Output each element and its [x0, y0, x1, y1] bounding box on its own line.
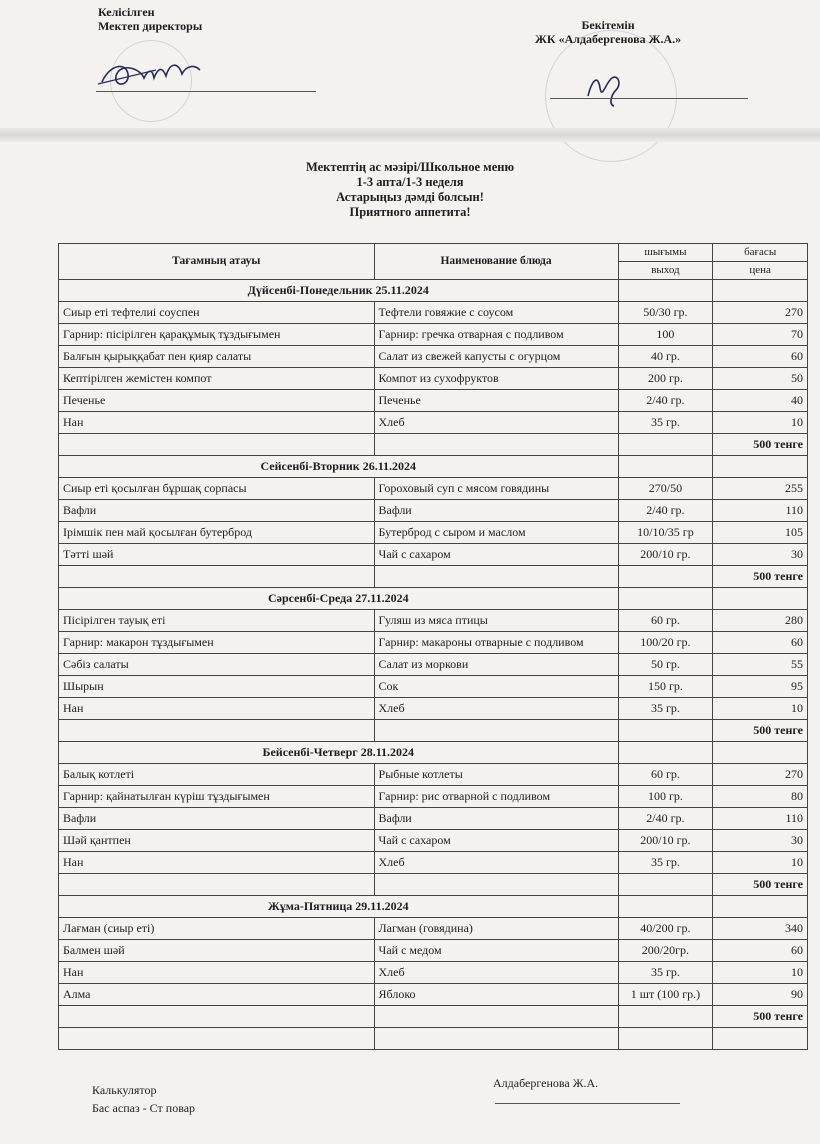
- empty-cell: [59, 1006, 375, 1028]
- dish-name-kz: Печенье: [59, 390, 375, 412]
- dish-price: 280: [713, 610, 808, 632]
- director-sign-line: [96, 91, 316, 92]
- paper-fold: [0, 128, 820, 142]
- dish-name-kz: Алма: [59, 984, 375, 1006]
- empty-cell: [713, 280, 808, 302]
- title-line4: Приятного аппетита!: [349, 205, 471, 219]
- empty-cell: [59, 720, 375, 742]
- empty-cell: [618, 874, 713, 896]
- dish-name-kz: Шәй қантпен: [59, 830, 375, 852]
- table-row: [59, 368, 808, 390]
- dish-name-ru: Чай с медом: [374, 940, 618, 962]
- empty-cell: [374, 874, 618, 896]
- title-line2: 1-3 апта/1-3 неделя: [356, 175, 464, 189]
- dish-output: 2/40 гр.: [618, 390, 713, 412]
- dish-price: 55: [713, 654, 808, 676]
- dish-output: 200/20гр.: [618, 940, 713, 962]
- day-title: Бейсенбі-Четверг 28.11.2024: [59, 742, 619, 764]
- footer-chef: Бас аспаз - Ст повар: [92, 1101, 196, 1115]
- dish-name-kz: Тәтті шәй: [59, 544, 375, 566]
- dish-output: 35 гр.: [618, 698, 713, 720]
- dish-name-kz: Нан: [59, 962, 375, 984]
- title-line1: Мектептің ас мәзірі/Школьное меню: [305, 160, 514, 174]
- dish-name-kz: Сәбіз салаты: [59, 654, 375, 676]
- dish-name-kz: Гарнир: макарон тұздығымен: [59, 632, 375, 654]
- approver-sign-line: [550, 98, 748, 99]
- table-row: [59, 852, 808, 874]
- table-row: [59, 544, 808, 566]
- empty-cell: [713, 742, 808, 764]
- dish-name-kz: Балмен шәй: [59, 940, 375, 962]
- empty-cell: [59, 434, 375, 456]
- dish-name-ru: Вафли: [374, 808, 618, 830]
- table-row: [59, 610, 808, 632]
- dish-name-kz: Гарнир: қайнатылған күріш тұздығымен: [59, 786, 375, 808]
- dish-name-ru: Салат из свежей капусты с огурцом: [374, 346, 618, 368]
- dish-output: 100/20 гр.: [618, 632, 713, 654]
- dish-output: 60 гр.: [618, 610, 713, 632]
- dish-price: 105: [713, 522, 808, 544]
- table-row: [59, 522, 808, 544]
- dish-name-ru: Хлеб: [374, 962, 618, 984]
- dish-price: 70: [713, 324, 808, 346]
- header-price-ru: цена: [713, 262, 808, 280]
- dish-name-ru: Печенье: [374, 390, 618, 412]
- header-ru-name: Наименование блюда: [374, 244, 618, 280]
- dish-price: 270: [713, 764, 808, 786]
- table-row: [59, 390, 808, 412]
- dish-output: 50/30 гр.: [618, 302, 713, 324]
- dish-name-ru: Тефтели говяжие с соусом: [374, 302, 618, 324]
- dish-name-kz: Балық котлеті: [59, 764, 375, 786]
- table-row: [59, 412, 808, 434]
- dish-price: 30: [713, 830, 808, 852]
- total-row: [59, 434, 808, 456]
- dish-name-kz: Нан: [59, 412, 375, 434]
- approver-signature: [578, 60, 638, 110]
- dish-name-ru: Гуляш из мяса птицы: [374, 610, 618, 632]
- dish-price: 10: [713, 962, 808, 984]
- dish-output: 10/10/35 гр: [618, 522, 713, 544]
- dish-price: 90: [713, 984, 808, 1006]
- day-row: [59, 588, 808, 610]
- menu-table-body: [59, 244, 808, 1050]
- table-row: [59, 786, 808, 808]
- table-row: [59, 676, 808, 698]
- empty-cell: [618, 566, 713, 588]
- approval-right-line1: Бекітемін: [581, 18, 635, 32]
- table-row: [59, 764, 808, 786]
- dish-price: 10: [713, 852, 808, 874]
- empty-row: [59, 1028, 808, 1050]
- dish-name-kz: Лағман (сиыр еті): [59, 918, 375, 940]
- table-row: [59, 984, 808, 1006]
- empty-cell: [374, 434, 618, 456]
- dish-output: 200/10 гр.: [618, 830, 713, 852]
- dish-name-ru: Хлеб: [374, 852, 618, 874]
- day-row: [59, 742, 808, 764]
- dish-price: 60: [713, 940, 808, 962]
- dish-output: 1 шт (100 гр.): [618, 984, 713, 1006]
- table-row: [59, 940, 808, 962]
- dish-name-ru: Сок: [374, 676, 618, 698]
- day-row: [59, 456, 808, 478]
- dish-name-ru: Гарнир: гречка отварная с подливом: [374, 324, 618, 346]
- menu-table: [58, 243, 808, 1050]
- dish-output: 40/200 гр.: [618, 918, 713, 940]
- footer-right: [493, 1074, 598, 1092]
- day-title: Сәрсенбі-Среда 27.11.2024: [59, 588, 619, 610]
- dish-output: 35 гр.: [618, 962, 713, 984]
- dish-output: 35 гр.: [618, 852, 713, 874]
- empty-cell: [618, 434, 713, 456]
- table-row: [59, 632, 808, 654]
- day-row: [59, 896, 808, 918]
- dish-output: 60 гр.: [618, 764, 713, 786]
- table-row: [59, 808, 808, 830]
- dish-name-kz: Нан: [59, 698, 375, 720]
- day-total: 500 тенге: [713, 1006, 808, 1028]
- empty-cell: [374, 1028, 618, 1050]
- dish-name-kz: Балғын қырыққабат пен қияр салаты: [59, 346, 375, 368]
- day-total: 500 тенге: [713, 434, 808, 456]
- empty-cell: [59, 874, 375, 896]
- dish-price: 270: [713, 302, 808, 324]
- approval-left-line2: Мектеп директоры: [98, 19, 203, 33]
- dish-name-ru: Яблоко: [374, 984, 618, 1006]
- dish-price: 340: [713, 918, 808, 940]
- day-total: 500 тенге: [713, 874, 808, 896]
- empty-cell: [59, 566, 375, 588]
- dish-output: 2/40 гр.: [618, 500, 713, 522]
- dish-name-ru: Салат из моркови: [374, 654, 618, 676]
- dish-price: 30: [713, 544, 808, 566]
- dish-output: 100 гр.: [618, 786, 713, 808]
- dish-output: 2/40 гр.: [618, 808, 713, 830]
- dish-name-ru: Бутерброд с сыром и маслом: [374, 522, 618, 544]
- dish-price: 40: [713, 390, 808, 412]
- dish-name-kz: Нан: [59, 852, 375, 874]
- dish-price: 50: [713, 368, 808, 390]
- approval-left-line1: Келісілген: [98, 5, 155, 19]
- dish-name-ru: Вафли: [374, 500, 618, 522]
- empty-cell: [713, 456, 808, 478]
- dish-price: 110: [713, 500, 808, 522]
- empty-cell: [618, 456, 713, 478]
- chef-sign-line: [495, 1103, 680, 1104]
- empty-cell: [618, 896, 713, 918]
- dish-price: 110: [713, 808, 808, 830]
- dish-name-kz: Шырын: [59, 676, 375, 698]
- dish-name-ru: Чай с сахаром: [374, 830, 618, 852]
- day-title: Дүйсенбі-Понедельник 25.11.2024: [59, 280, 619, 302]
- day-total: 500 тенге: [713, 720, 808, 742]
- header-output-ru: выход: [618, 262, 713, 280]
- table-row: [59, 500, 808, 522]
- header-output-kz: шығымы: [618, 244, 713, 262]
- header-price-kz: бағасы: [713, 244, 808, 262]
- dish-output: 50 гр.: [618, 654, 713, 676]
- empty-cell: [713, 588, 808, 610]
- empty-cell: [713, 896, 808, 918]
- day-row: [59, 280, 808, 302]
- empty-cell: [618, 1028, 713, 1050]
- dish-name-ru: Чай с сахаром: [374, 544, 618, 566]
- dish-output: 200 гр.: [618, 368, 713, 390]
- dish-name-ru: Лагман (говядина): [374, 918, 618, 940]
- day-title: Жұма-Пятница 29.11.2024: [59, 896, 619, 918]
- day-title: Сейсенбі-Вторник 26.11.2024: [59, 456, 619, 478]
- dish-price: 255: [713, 478, 808, 500]
- dish-output: 35 гр.: [618, 412, 713, 434]
- empty-cell: [618, 1006, 713, 1028]
- footer-calculator: Калькулятор: [92, 1083, 157, 1097]
- dish-name-ru: Хлеб: [374, 698, 618, 720]
- dish-name-kz: Кептірілген жемістен компот: [59, 368, 375, 390]
- table-row: [59, 346, 808, 368]
- table-row: [59, 478, 808, 500]
- dish-name-kz: Вафли: [59, 500, 375, 522]
- dish-price: 80: [713, 786, 808, 808]
- approval-left: [98, 5, 202, 33]
- dish-name-ru: Гарнир: макароны отварные с подливом: [374, 632, 618, 654]
- dish-price: 95: [713, 676, 808, 698]
- total-row: [59, 720, 808, 742]
- dish-name-ru: Хлеб: [374, 412, 618, 434]
- page-title: [0, 160, 820, 220]
- dish-price: 60: [713, 346, 808, 368]
- dish-name-ru: Гороховый суп с мясом говядины: [374, 478, 618, 500]
- dish-output: 150 гр.: [618, 676, 713, 698]
- dish-name-kz: Ірімшік пен май қосылған бутерброд: [59, 522, 375, 544]
- table-row: [59, 962, 808, 984]
- director-signature: [96, 52, 221, 94]
- title-line3: Астарыңыз дәмді болсын!: [336, 190, 484, 204]
- empty-cell: [618, 742, 713, 764]
- table-row: [59, 698, 808, 720]
- dish-price: 60: [713, 632, 808, 654]
- empty-cell: [374, 1006, 618, 1028]
- table-header-row: [59, 244, 808, 262]
- empty-cell: [618, 588, 713, 610]
- dish-name-kz: Пісірілген тауық еті: [59, 610, 375, 632]
- dish-name-kz: Сиыр еті қосылған бұршақ сорпасы: [59, 478, 375, 500]
- footer-chef-name: Алдабергенова Ж.А.: [493, 1076, 599, 1090]
- empty-cell: [713, 1028, 808, 1050]
- empty-cell: [374, 566, 618, 588]
- dish-output: 200/10 гр.: [618, 544, 713, 566]
- dish-name-ru: Гарнир: рис отварной с подливом: [374, 786, 618, 808]
- dish-name-ru: Рыбные котлеты: [374, 764, 618, 786]
- dish-name-kz: Вафли: [59, 808, 375, 830]
- empty-cell: [618, 720, 713, 742]
- table-row: [59, 324, 808, 346]
- table-row: [59, 302, 808, 324]
- dish-name-kz: Гарнир: пісірілген қарақұмық тұздығымен: [59, 324, 375, 346]
- header-kz-name: Тағамның атауы: [59, 244, 375, 280]
- dish-name-kz: Сиыр еті тефтелиі соуспен: [59, 302, 375, 324]
- day-total: 500 тенге: [713, 566, 808, 588]
- approval-right-line2: ЖК «Алдабергенова Ж.А.»: [535, 32, 682, 46]
- total-row: [59, 874, 808, 896]
- empty-cell: [59, 1028, 375, 1050]
- table-row: [59, 918, 808, 940]
- total-row: [59, 1006, 808, 1028]
- dish-output: 40 гр.: [618, 346, 713, 368]
- dish-price: 10: [713, 412, 808, 434]
- dish-name-ru: Компот из сухофруктов: [374, 368, 618, 390]
- empty-cell: [374, 720, 618, 742]
- total-row: [59, 566, 808, 588]
- table-row: [59, 654, 808, 676]
- dish-output: 100: [618, 324, 713, 346]
- table-row: [59, 830, 808, 852]
- dish-price: 10: [713, 698, 808, 720]
- empty-cell: [618, 280, 713, 302]
- dish-output: 270/50: [618, 478, 713, 500]
- footer-left: [92, 1081, 195, 1117]
